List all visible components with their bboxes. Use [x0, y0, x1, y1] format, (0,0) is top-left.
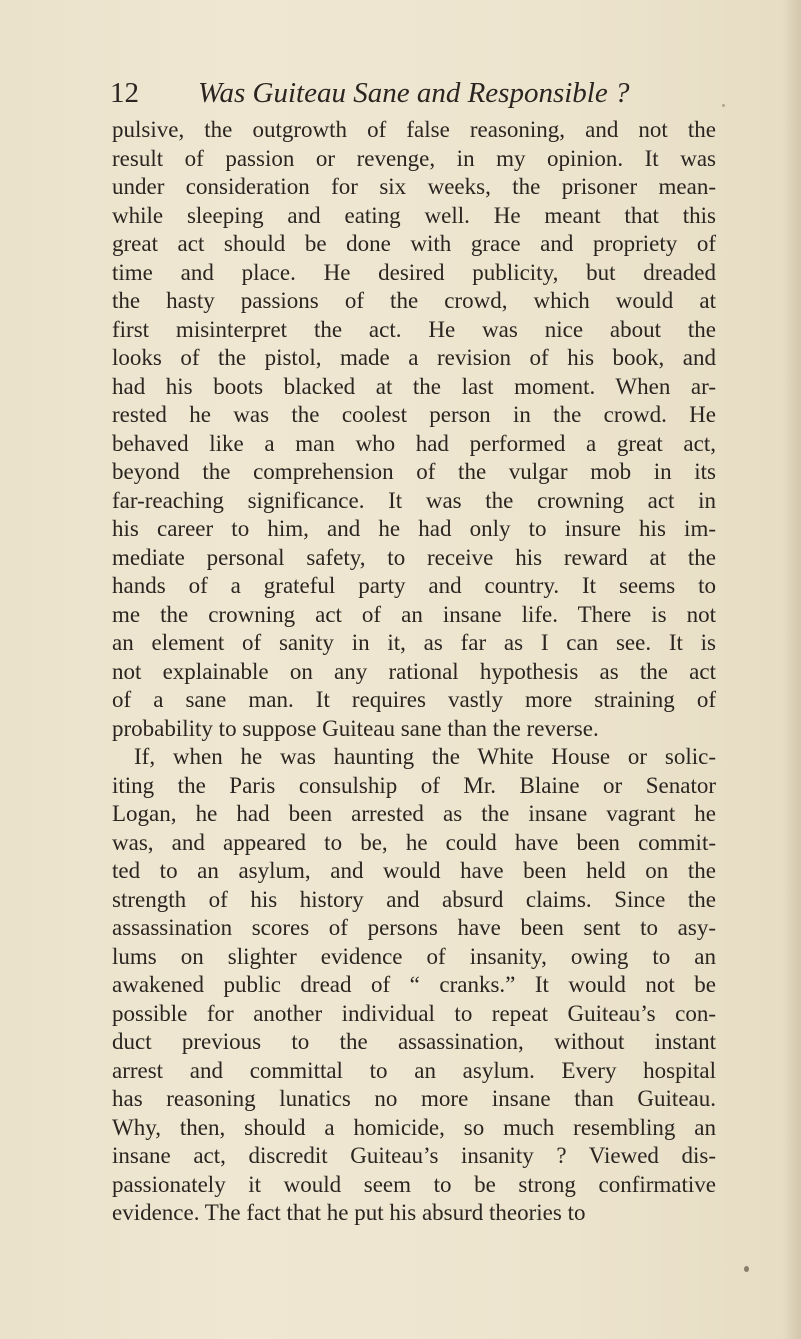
- text-line: his career to him, and he had only to insure his im-: [112, 516, 716, 541]
- running-title: Was Guiteau Sane and Responsible ?: [198, 77, 630, 109]
- text-line: was, and appeared to be, he could have been commit-: [112, 829, 716, 855]
- text-line: probability to suppose Guiteau sane than the reverse.: [112, 715, 599, 741]
- text-line: evidence. The fact that he put his absurd theories to: [112, 1200, 586, 1225]
- page-number: 12: [110, 77, 139, 109]
- text-line: pulsive, the outgrowth of false reasoning, and not the: [112, 117, 716, 142]
- text-line: hands of a grateful party and country. It seems to: [112, 573, 716, 598]
- paper-speck: [744, 1266, 749, 1272]
- text-line: insane act, discredit Guiteau’s insanity ? Viewed dis-: [112, 1143, 716, 1168]
- text-line: far-reaching significance. It was the crowning act in: [112, 487, 716, 513]
- text-line: duct previous to the assassination, without instant: [112, 1029, 716, 1054]
- text-line: lums on slighter evidence of insanity, owing to an: [112, 943, 716, 969]
- text-line: possible for another individual to repeat Guiteau’s con-: [112, 1000, 716, 1026]
- text-line: iting the Paris consulship of Mr. Blaine or Senator: [112, 772, 716, 798]
- text-line: beyond the comprehension of the vulgar mob in its: [112, 459, 716, 484]
- text-line: assassination scores of persons have been sent to asy-: [112, 915, 716, 940]
- text-line: Why, then, should a homicide, so much resembling an: [112, 1114, 716, 1140]
- text-line: ted to an asylum, and would have been held on the: [112, 858, 716, 883]
- text-line: looks of the pistol, made a revision of his book, and: [112, 345, 716, 370]
- text-line: time and place. He desired publicity, but dreaded: [112, 259, 716, 285]
- text-line: first misinterpret the act. He was nice about the: [112, 316, 716, 342]
- text-line: of a sane man. It requires vastly more straining of: [112, 687, 716, 712]
- text-line: not explainable on any rational hypothesis as the act: [112, 658, 716, 684]
- text-line: rested he was the coolest person in the crowd. He: [112, 402, 716, 427]
- text-line: under consideration for six weeks, the prisoner mean-: [112, 174, 716, 199]
- text-line: If, when he was haunting the White House or solic-: [134, 744, 716, 769]
- text-line: the hasty passions of the crowd, which would at: [112, 288, 716, 313]
- text-line: had his boots blacked at the last moment. When ar-: [112, 373, 716, 399]
- page-header: [110, 73, 710, 113]
- text-line: result of passion or revenge, in my opinion. It was: [112, 145, 716, 171]
- page-edge-shadow: [783, 0, 801, 1339]
- paper-speck: [722, 104, 725, 107]
- text-line: awakened public dread of “ cranks.” It would not be: [112, 972, 716, 997]
- text-line: great act should be done with grace and propriety of: [112, 231, 716, 256]
- text-line: me the crowning act of an insane life. There is not: [112, 601, 716, 627]
- text-line: Logan, he had been arrested as the insane vagrant he: [112, 801, 716, 826]
- body-text: [112, 116, 716, 1228]
- text-line: strength of his history and absurd claims. Since the: [112, 886, 716, 912]
- text-line: passionately it would seem to be strong confirmative: [112, 1171, 716, 1197]
- text-line: while sleeping and eating well. He meant that this: [112, 202, 716, 228]
- text-line: an element of sanity in it, as far as I can see. It is: [112, 630, 716, 655]
- text-line: arrest and committal to an asylum. Every hospital: [112, 1057, 716, 1083]
- text-line: behaved like a man who had performed a great act,: [112, 430, 716, 456]
- text-line: has reasoning lunatics no more insane than Guiteau.: [112, 1086, 716, 1111]
- text-line: mediate personal safety, to receive his reward at the: [112, 544, 716, 570]
